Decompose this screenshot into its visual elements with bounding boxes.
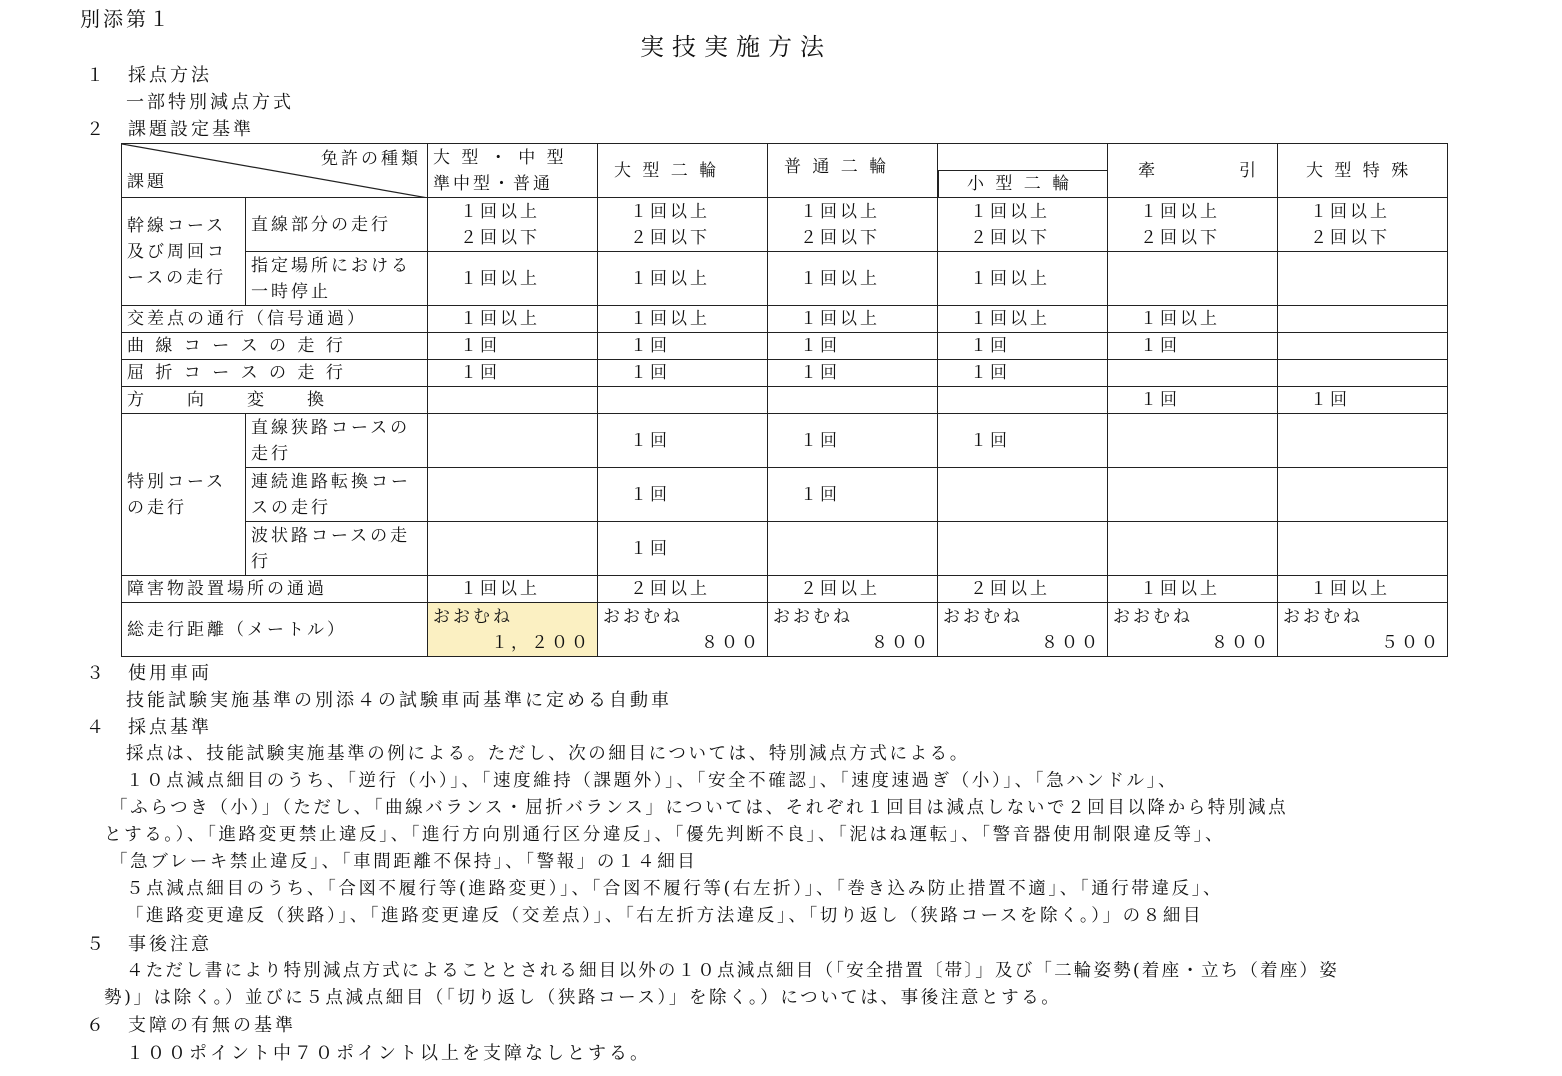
section-4-line: とする。）、「進路変更禁止違反」、「進行方向別通行区分違反」、「優先判断不良」、「泥はね運転」、「警音器使用制限違反等」、 xyxy=(104,825,1226,845)
table-cell: １回以上 xyxy=(1108,576,1278,603)
table-cell xyxy=(1278,414,1448,468)
towing-char-2: 引 xyxy=(1239,160,1259,181)
col-header-large-medium xyxy=(428,144,598,198)
row-label: 交差点の通行（信号通過） xyxy=(122,306,428,333)
table-cell xyxy=(768,387,938,414)
table-cell xyxy=(938,603,1108,657)
row-label: 屈 折 コ ー ス の 走 行 xyxy=(122,360,428,387)
table-cell: １回 xyxy=(938,333,1108,360)
table-cell xyxy=(1108,252,1278,306)
table-cell: １回 xyxy=(428,360,598,387)
table-cell xyxy=(1278,468,1448,522)
section-4-line: １０点減点細目のうち、「逆行（小）」、「速度維持（課題外）」、「安全不確認」、「速度速過ぎ（小）」、「急ハンドル」、 xyxy=(126,771,1179,791)
row-label: 曲 線 コ ー ス の 走 行 xyxy=(122,333,428,360)
table-cell: １回 xyxy=(598,333,768,360)
table-cell: １回以上 xyxy=(428,252,598,306)
section-4-line: 採点は、技能試験実施基準の例による。ただし、次の細目については、特別減点方式による。 xyxy=(126,744,970,764)
col-header-towing xyxy=(1108,144,1278,198)
table-cell xyxy=(428,387,598,414)
row-label: 総走行距離（メートル） xyxy=(122,603,428,657)
col-header-small-motorcycle xyxy=(938,144,1108,198)
distance-value: ８００ xyxy=(1211,632,1271,653)
table-cell xyxy=(1278,360,1448,387)
table-cell: １回以上 xyxy=(598,306,768,333)
section-6-body: １００ポイント中７０ポイント以上を支障なしとする。 xyxy=(126,1043,651,1064)
table-cell: １回 xyxy=(598,414,768,468)
distance-value: ８００ xyxy=(871,632,931,653)
section-1-body: 一部特別減点方式 xyxy=(126,92,294,113)
table-cell: １回以上 ２回以下 xyxy=(1108,198,1278,252)
table-cell: ２回以上 xyxy=(598,576,768,603)
table-cell: １回 xyxy=(428,333,598,360)
col-header-line2: 準中型・普通 xyxy=(433,173,553,194)
section-4-line: ５点減点細目のうち、「合図不履行等(進路変更）」、「合図不履行等(右左折）」、「巻き込み防止措置不適」、「通行帯違反」、 xyxy=(126,879,1224,899)
table-cell xyxy=(1108,522,1278,576)
table-cell: １回以上 xyxy=(1278,576,1448,603)
section-3-body: 技能試験実施基準の別添４の試験車両基準に定める自動車 xyxy=(126,690,672,711)
section-2-heading: ２ 課題設定基準 xyxy=(86,119,254,140)
table-cell xyxy=(938,522,1108,576)
table-cell: １回 xyxy=(1108,333,1278,360)
table-cell xyxy=(768,603,938,657)
distance-prefix: おおむね xyxy=(433,606,513,627)
table-cell: １回 xyxy=(768,468,938,522)
table-cell xyxy=(428,468,598,522)
table-cell xyxy=(1108,468,1278,522)
table-cell xyxy=(1278,603,1448,657)
table-cell: １回以上 ２回以下 xyxy=(938,198,1108,252)
col-header-large-motorcycle: 大 型 二 輪 xyxy=(598,144,768,198)
table-cell xyxy=(938,387,1108,414)
table-cell: １回以上 xyxy=(768,252,938,306)
license-type-header: 免許の種類 xyxy=(321,149,421,169)
table-row xyxy=(122,576,1448,603)
row-label: 波状路コースの走行 xyxy=(246,522,428,576)
table-cell: １回以上 ２回以下 xyxy=(598,198,768,252)
table-cell xyxy=(428,414,598,468)
group-label-special-course: 特別コースの走行 xyxy=(122,414,246,576)
row-label: 方 向 変 換 xyxy=(122,387,428,414)
section-5-line: 勢)」は除く。）並びに５点減点細目（「切り返し（狭路コース）」を除く。）については、事後注意とする。 xyxy=(104,988,1062,1008)
row-label: 連続進路転換コースの走行 xyxy=(246,468,428,522)
table-cell xyxy=(1278,333,1448,360)
col-header-large-special: 大 型 特 殊 xyxy=(1278,144,1448,198)
section-4-line: 「進路変更違反（狭路）」、「進路変更違反（交差点）」、「右左折方法違反」、「切り返し（狭路コースを除く。）」の８細目 xyxy=(126,906,1204,926)
table-row xyxy=(122,387,1448,414)
table-cell: １回 xyxy=(938,414,1108,468)
table-row xyxy=(122,414,1448,468)
table-cell: １回 xyxy=(938,360,1108,387)
table-row xyxy=(122,522,1448,576)
row-label: 指定場所における一時停止 xyxy=(246,252,428,306)
section-5-heading: ５ 事後注意 xyxy=(86,934,212,955)
distance-prefix: おおむね xyxy=(1283,606,1363,627)
table-cell: １回以上 xyxy=(428,576,598,603)
table-cell: １回 xyxy=(598,522,768,576)
section-4-heading: ４ 採点基準 xyxy=(86,717,212,738)
table-cell: １回 xyxy=(768,360,938,387)
page-title: 実技実施方法 xyxy=(640,33,832,61)
table-row xyxy=(122,306,1448,333)
table-cell: ２回以上 xyxy=(938,576,1108,603)
table-row xyxy=(122,333,1448,360)
attachment-label: 別添第１ xyxy=(80,7,172,31)
table-cell xyxy=(1278,522,1448,576)
table-cell: １回以上 ２回以下 xyxy=(768,198,938,252)
table-cell: １回以上 xyxy=(598,252,768,306)
table-cell: １回 xyxy=(1278,387,1448,414)
table-row xyxy=(122,468,1448,522)
table-cell xyxy=(1108,360,1278,387)
distance-prefix: おおむね xyxy=(943,606,1023,627)
table-cell: １回 xyxy=(1108,387,1278,414)
table-cell xyxy=(428,522,598,576)
task-header: 課題 xyxy=(127,172,167,192)
section-6-heading: ６ 支障の有無の基準 xyxy=(86,1015,296,1036)
distance-prefix: おおむね xyxy=(773,606,853,627)
row-label: 障害物設置場所の通過 xyxy=(122,576,428,603)
table-cell: １回以上 ２回以下 xyxy=(1278,198,1448,252)
section-4-line: 「急ブレーキ禁止違反」、「車間距離不保持」、「警報」の１４細目 xyxy=(110,852,698,872)
distance-prefix: おおむね xyxy=(1113,606,1193,627)
table-cell: １回以上 ２回以下 xyxy=(428,198,598,252)
section-1-heading: １ 採点方法 xyxy=(86,65,212,86)
col-header-regular-motorcycle: 普 通 二 輪 xyxy=(768,144,938,198)
table-cell: １回以上 xyxy=(1108,306,1278,333)
section-4-line: 「ふらつき（小）」（ただし、「曲線バランス・屈折バランス」については、それぞれ１回目は減点しないで２回目以降から特別減点 xyxy=(110,798,1289,818)
table-cell xyxy=(938,468,1108,522)
distance-value: ８００ xyxy=(1041,632,1101,653)
towing-char-1: 牽 xyxy=(1138,160,1158,181)
distance-value: １，２００ xyxy=(491,632,591,653)
table-cell: １回以上 xyxy=(938,306,1108,333)
row-label: 直線部分の走行 xyxy=(246,198,428,252)
table-cell xyxy=(598,603,768,657)
table-row xyxy=(122,198,1448,252)
row-label: 直線狭路コースの走行 xyxy=(246,414,428,468)
distance-value: ５００ xyxy=(1381,632,1441,653)
table-cell: ２回以上 xyxy=(768,576,938,603)
table-cell xyxy=(1108,603,1278,657)
section-5-line: ４ただし書により特別減点方式によることとされる細目以外の１０点減点細目（「安全措置〔帯〕」及び「二輪姿勢(着座・立ち（着座）姿 xyxy=(126,961,1339,981)
table-cell xyxy=(768,522,938,576)
task-criteria-table xyxy=(121,143,1448,657)
distance-prefix: おおむね xyxy=(603,606,683,627)
table-cell: １回 xyxy=(768,333,938,360)
distance-value: ８００ xyxy=(701,632,761,653)
table-corner-cell xyxy=(122,144,428,198)
table-cell xyxy=(1278,252,1448,306)
table-cell: １回以上 xyxy=(768,306,938,333)
table-row xyxy=(122,360,1448,387)
table-row xyxy=(122,252,1448,306)
table-cell: １回 xyxy=(768,414,938,468)
table-cell: １回以上 xyxy=(428,306,598,333)
table-cell: １回以上 xyxy=(938,252,1108,306)
table-cell: １回 xyxy=(598,468,768,522)
table-cell: １回 xyxy=(598,360,768,387)
table-cell xyxy=(1278,306,1448,333)
col-header-line1: 大 型 ・ 中 型 xyxy=(433,147,567,168)
table-cell xyxy=(598,387,768,414)
small-motorcycle-label: 小 型 二 輪 xyxy=(938,170,1107,197)
group-label-trunk-course: 幹線コース及び周回コースの走行 xyxy=(122,198,246,306)
table-row-distance xyxy=(122,603,1448,657)
table-cell-highlighted xyxy=(428,603,598,657)
table-cell xyxy=(1108,414,1278,468)
section-3-heading: ３ 使用車両 xyxy=(86,663,212,684)
